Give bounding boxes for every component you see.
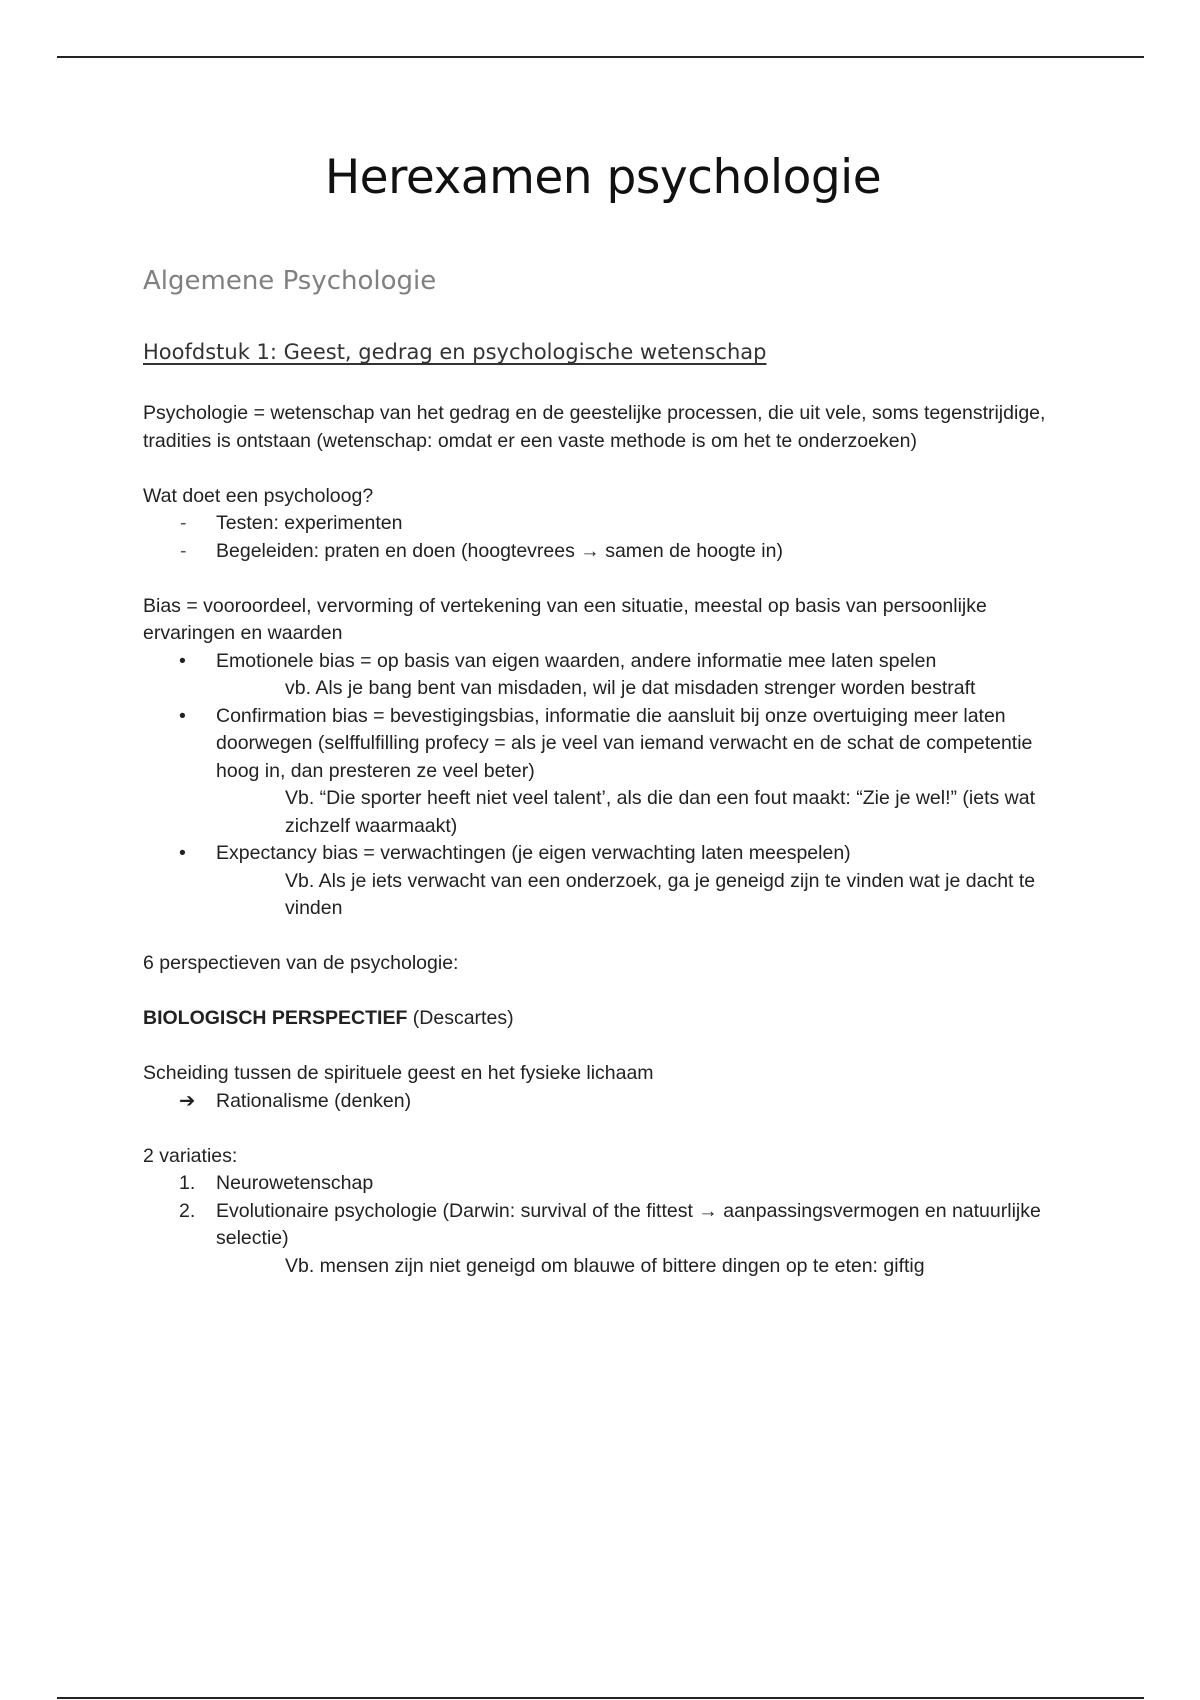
bias-text: Expectancy bias = verwachtingen (je eigen verwachting laten meespelen) (216, 842, 851, 864)
bias-example: Vb. “Die sporter heeft niet veel talent’, als die dan een fout maakt: “Zie je wel!” (iets wat zichzelf waarmaakt) (285, 787, 1036, 837)
number-marker: 2. (179, 1199, 196, 1222)
bottom-rule (57, 1697, 1144, 1699)
bias-item (143, 703, 1063, 786)
document-title: Herexamen psychologie (324, 150, 882, 205)
bullet-marker: • (179, 842, 186, 864)
psycholoog-question: Wat doet een psycholoog? (143, 484, 374, 507)
number-marker: 1. (179, 1172, 196, 1194)
bullet-marker: • (179, 704, 186, 727)
section-heading: Algemene Psychologie (143, 266, 437, 296)
bias-item (143, 840, 1063, 868)
document-body (143, 400, 1063, 1280)
dash-marker: - (180, 539, 187, 562)
variation-item (143, 1198, 1063, 1253)
dash-marker: - (180, 512, 187, 534)
bias-example: vb. Als je bang bent van misdaden, wil je dat misdaden strenger worden bestraft (285, 677, 976, 699)
bio-heading-suffix: (Descartes) (407, 1007, 514, 1029)
variation-item (143, 1170, 1063, 1198)
task-item (143, 538, 1063, 566)
perspectives-intro: 6 perspectieven van de psychologie: (143, 952, 459, 974)
bias-example: Vb. Als je iets verwacht van een onderzoek, ga je geneigd zijn te vinden wat je dacht te vinden (285, 869, 1036, 919)
arrow-item-text: Rationalisme (denken) (216, 1089, 412, 1112)
variation-text: Neurowetenschap (216, 1172, 374, 1194)
bias-text: Confirmation bias = bevestigingsbias, informatie die aansluit bij onze overtuiging meer laten doorwegen (selffulfilling profecy = als je veel van iemand verwacht en de schat de competentie hoog in, dan presteren ze veel beter) (216, 704, 1033, 782)
arrow-item (143, 1088, 1063, 1116)
task-text: Testen: experimenten (216, 512, 403, 534)
chapter-heading: Hoofdstuk 1: Geest, gedrag en psychologische wetenschap (143, 340, 767, 364)
top-rule (57, 56, 1144, 58)
bio-heading-line (143, 1005, 1063, 1033)
task-text: Begeleiden: praten en doen (hoogtevrees → samen de hoogte in) (216, 539, 783, 562)
bio-heading: BIOLOGISCH PERSPECTIEF (143, 1007, 408, 1029)
bias-definition: Bias = vooroordeel, vervorming of vertekening van een situatie, meestal op basis van persoonlijke ervaringen en waarden (143, 594, 987, 644)
bio-separation: Scheiding tussen de spirituele geest en het fysieke lichaam (143, 1062, 654, 1084)
bias-text: Emotionele bias = op basis van eigen waarden, andere informatie mee laten spelen (216, 649, 937, 672)
variation-example: Vb. mensen zijn niet geneigd om blauwe of bittere dingen op te eten: giftig (285, 1254, 925, 1277)
variation-text: Evolutionaire psychologie (Darwin: survival of the fittest → aanpassingsvermogen en natuurlijke selectie) (216, 1199, 1041, 1249)
bias-item (143, 648, 1063, 676)
definition-psychologie: Psychologie = wetenschap van het gedrag en de geestelijke processen, die uit vele, soms tegenstrijdige, tradities is ontstaan (wetenschap: omdat er een vaste methode is om het te onderzoeken) (143, 402, 1046, 452)
bullet-marker: • (179, 649, 186, 672)
arrow-icon: ➔ (179, 1089, 196, 1112)
variations-intro: 2 variaties: (143, 1144, 238, 1167)
task-item (143, 510, 1063, 538)
